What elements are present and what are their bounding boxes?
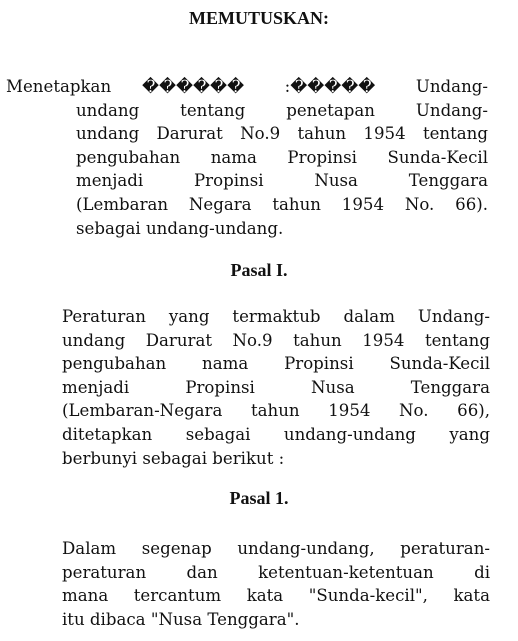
menetapkan-line: undang tentang penetapan Undang- bbox=[76, 100, 488, 120]
pasal-1-paragraph bbox=[62, 537, 490, 631]
pasal-1-line: peraturan dan ketentuan-ketentuan di bbox=[62, 562, 490, 582]
heading-memutuskan: MEMUTUSKAN: bbox=[189, 8, 329, 28]
pasal-1-line: itu dibaca "Nusa Tenggara". bbox=[62, 609, 300, 629]
pasal-1-line: mana tercantum kata "Sunda-kecil", kata bbox=[62, 586, 490, 606]
pasal-1-title: Pasal 1. bbox=[229, 488, 289, 508]
menetapkan-line: pengubahan nama Propinsi Sunda-Kecil bbox=[76, 147, 488, 167]
menetapkan-line: sebagai undang-undang. bbox=[76, 218, 284, 238]
pasal-i-line: pengubahan nama Propinsi Sunda-Kecil bbox=[62, 354, 490, 374]
pasal-i-line: ditetapkan sebagai undang-undang yang bbox=[62, 424, 490, 444]
menetapkan-paragraph bbox=[76, 75, 488, 240]
pasal-i-line: berbunyi sebagai berikut : bbox=[62, 448, 285, 468]
menetapkan-line: undang Darurat No.9 tahun 1954 tentang bbox=[76, 124, 488, 144]
pasal-i-line: (Lembaran-Negara tahun 1954 No. 66), bbox=[62, 401, 490, 421]
menetapkan-line: ������ :����� Undang- bbox=[142, 77, 488, 96]
menetapkan-line: (Lembaran Negara tahun 1954 No. 66). bbox=[76, 194, 488, 214]
pasal-1-line: Dalam segenap undang-undang, peraturan- bbox=[62, 539, 490, 558]
pasal-i-paragraph bbox=[62, 305, 490, 470]
pasal-i-title: Pasal I. bbox=[230, 260, 288, 280]
pasal-i-line: Peraturan yang termaktub dalam Undang- bbox=[62, 307, 490, 326]
menetapkan-label: Menetapkan bbox=[6, 77, 112, 96]
menetapkan-line: menjadi Propinsi Nusa Tenggara bbox=[76, 171, 488, 191]
pasal-i-line: menjadi Propinsi Nusa Tenggara bbox=[62, 377, 490, 397]
pasal-i-line: undang Darurat No.9 tahun 1954 tentang bbox=[62, 330, 490, 350]
